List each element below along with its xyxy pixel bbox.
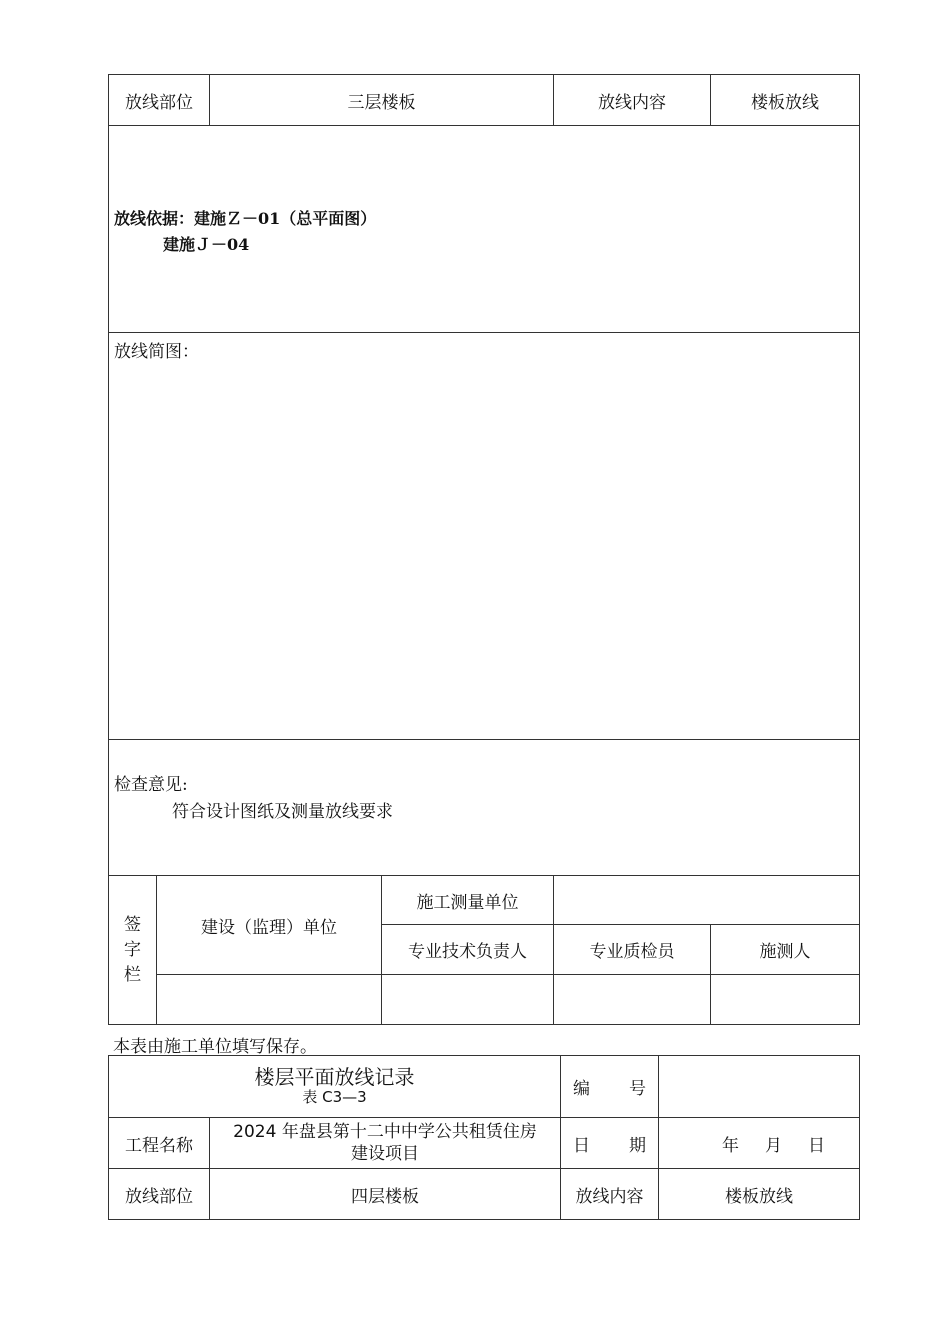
owner-unit-signature (157, 975, 382, 1025)
layout-location-value: 三层楼板 (210, 75, 554, 126)
layout-content-value: 楼板放线 (711, 75, 860, 126)
table-note: 本表由施工单位填写保存。 (113, 1037, 317, 1057)
layout-record-table-1 (108, 74, 860, 1025)
sketch-cell (109, 333, 860, 740)
form-title-cell (109, 1056, 561, 1118)
form-title: 楼层平面放线记录 (254, 1064, 415, 1089)
number-value (659, 1056, 860, 1118)
date-label: 日 期 (561, 1118, 659, 1169)
form-subtitle: 表 C3—3 (302, 1087, 367, 1106)
qc-signature (554, 975, 711, 1025)
surveyor-signature (711, 975, 860, 1025)
layout-content-value-2: 楼板放线 (659, 1169, 860, 1220)
layout-record-table-2 (108, 1055, 860, 1220)
layout-basis-cell (109, 126, 860, 333)
layout-location-label-2: 放线部位 (109, 1169, 210, 1220)
owner-unit-label: 建设（监理）单位 (157, 876, 382, 975)
project-name-value: 2024 年盘县第十二中中学公共租赁住房 建设项目 (210, 1118, 561, 1169)
sketch-label: 放线简图： (114, 342, 199, 362)
layout-content-label: 放线内容 (554, 75, 711, 126)
signature-section-label: 签字栏 (109, 876, 157, 1025)
date-month: 月 (765, 1135, 782, 1156)
survey-unit-value (554, 876, 860, 925)
opinion-label: 检查意见: (114, 775, 188, 795)
date-year: 年 (722, 1135, 739, 1156)
layout-content-label-2: 放线内容 (561, 1169, 659, 1220)
opinion-text: 符合设计图纸及测量放线要求 (172, 802, 393, 822)
project-name-label: 工程名称 (109, 1118, 210, 1169)
layout-location-label: 放线部位 (109, 75, 210, 126)
qc-label: 专业质检员 (554, 925, 711, 975)
number-label: 编 号 (561, 1056, 659, 1118)
tech-lead-label: 专业技术负责人 (382, 925, 554, 975)
date-value (659, 1118, 860, 1169)
tech-lead-signature (382, 975, 554, 1025)
date-day: 日 (808, 1135, 825, 1156)
layout-basis-line1: 放线依据：建施Ｚ－01（总平面图） (114, 209, 377, 228)
survey-unit-label: 施工测量单位 (382, 876, 554, 925)
layout-location-value-2: 四层楼板 (210, 1169, 561, 1220)
layout-basis-line2: 建施Ｊ－04 (163, 235, 250, 254)
opinion-cell (109, 740, 860, 876)
surveyor-label: 施测人 (711, 925, 860, 975)
